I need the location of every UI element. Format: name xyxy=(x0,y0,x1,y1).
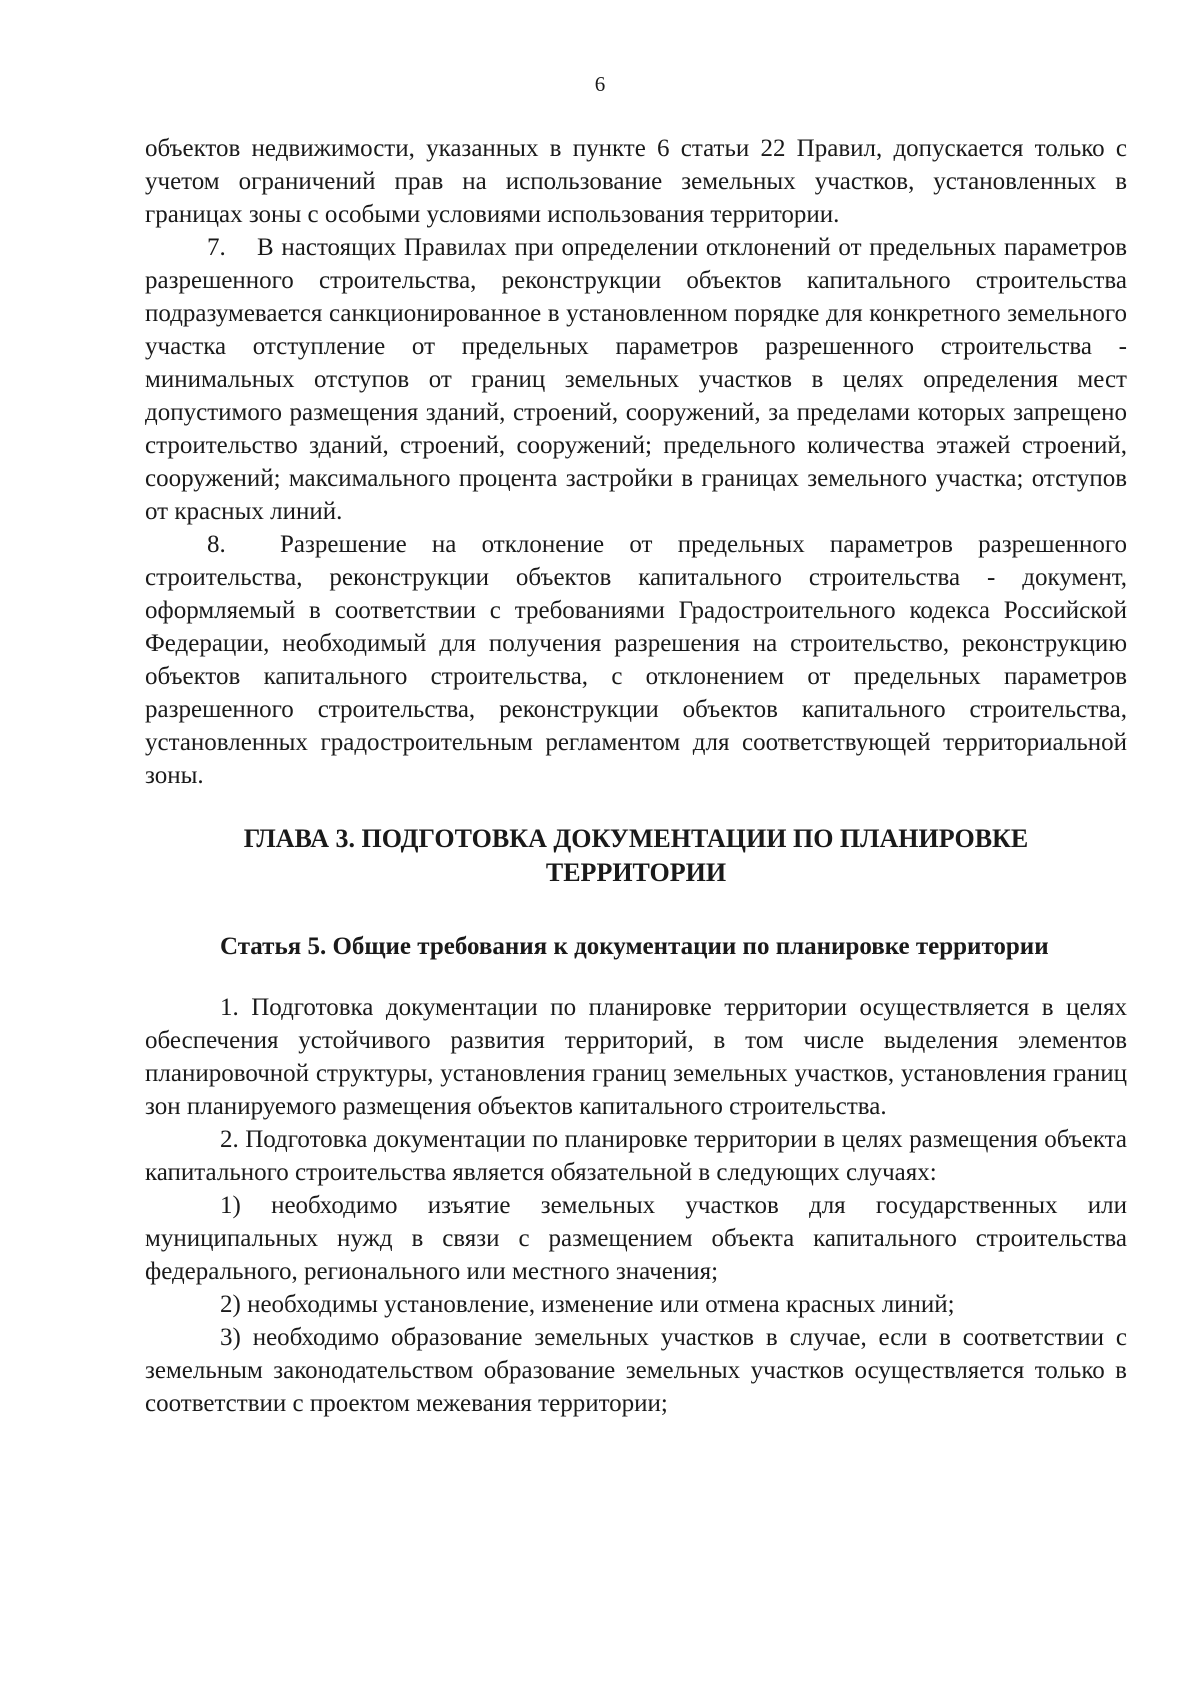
item-8-number: 8. xyxy=(207,531,226,558)
paragraph-item-8 xyxy=(145,528,1127,792)
article-subitem-3: 3) необходимо образование земельных участков в случае, если в соответствии с земельным законодательством образование земельных участков осуществляется только в соответствии с проектом межевания территории; xyxy=(145,1324,1127,1417)
page-number: 6 xyxy=(594,72,606,96)
paragraph-continuation: объектов недвижимости, указанных в пункте 6 статьи 22 Правил, допускается только с учетом ограничений прав на использование земельных участков, установленных в границах зоны с особыми условиями использования территории. xyxy=(145,135,1127,228)
item-8-text: Разрешение на отклонение от предельных параметров разрешенного строительства, реконструкции объектов капитального строительства - документ, оформляемый в соответствии с требованиями Градостроительного кодекса Российской Федерации, необходимый для получения разрешения на строительство, реконструкцию объектов капитального строительства, с отклонением от предельных параметров разрешенного строительства, реконструкции объектов капитального строительства, установленных градостроительным регламентом для соответствующей территориальной зоны. xyxy=(145,531,1127,789)
article-heading: Статья 5. Общие требования к документации по планировке территории xyxy=(220,933,1049,960)
article-paragraph-1: 1. Подготовка документации по планировке территории осуществляется в целях обеспечения устойчивого развития территорий, в том числе выделения элементов планировочной структуры, установления границ земельных участков, установления границ зон планируемого размещения объектов капитального строительства. xyxy=(145,994,1127,1120)
article-subitem-2: 2) необходимы установление, изменение или отмена красных линий; xyxy=(220,1291,955,1318)
article-paragraph-2: 2. Подготовка документации по планировке территории в целях размещения объекта капитального строительства является обязательной в следующих случаях: xyxy=(145,1126,1127,1186)
paragraph-item-7 xyxy=(145,231,1127,528)
chapter-heading xyxy=(145,822,1127,890)
document-body xyxy=(145,132,1127,1420)
chapter-heading-line-1: ГЛАВА 3. ПОДГОТОВКА ДОКУМЕНТАЦИИ ПО ПЛАНИРОВКЕ xyxy=(243,824,1029,853)
item-7-text: В настоящих Правилах при определении отклонений от предельных параметров разрешенного строительства, реконструкции объектов капитального строительства подразумевается санкционированное в установленном порядке для конкретного земельного участка отступление от предельных параметров разрешенного строительства - минимальных отступов от границ земельных участков в целях определения мест допустимого размещения зданий, строений, сооружений, за пределами которых запрещено строительство зданий, строений, сооружений; предельного количества этажей строений, сооружений; максимального процента застройки в границах земельного участка; отступов от красных линий. xyxy=(145,234,1127,525)
chapter-heading-line-2: ТЕРРИТОРИИ xyxy=(545,858,727,887)
item-7-number: 7. xyxy=(207,234,226,261)
article-subitem-1: 1) необходимо изъятие земельных участков для государственных или муниципальных нужд в связи с размещением объекта капитального строительства федерального, регионального или местного значения; xyxy=(145,1192,1127,1285)
